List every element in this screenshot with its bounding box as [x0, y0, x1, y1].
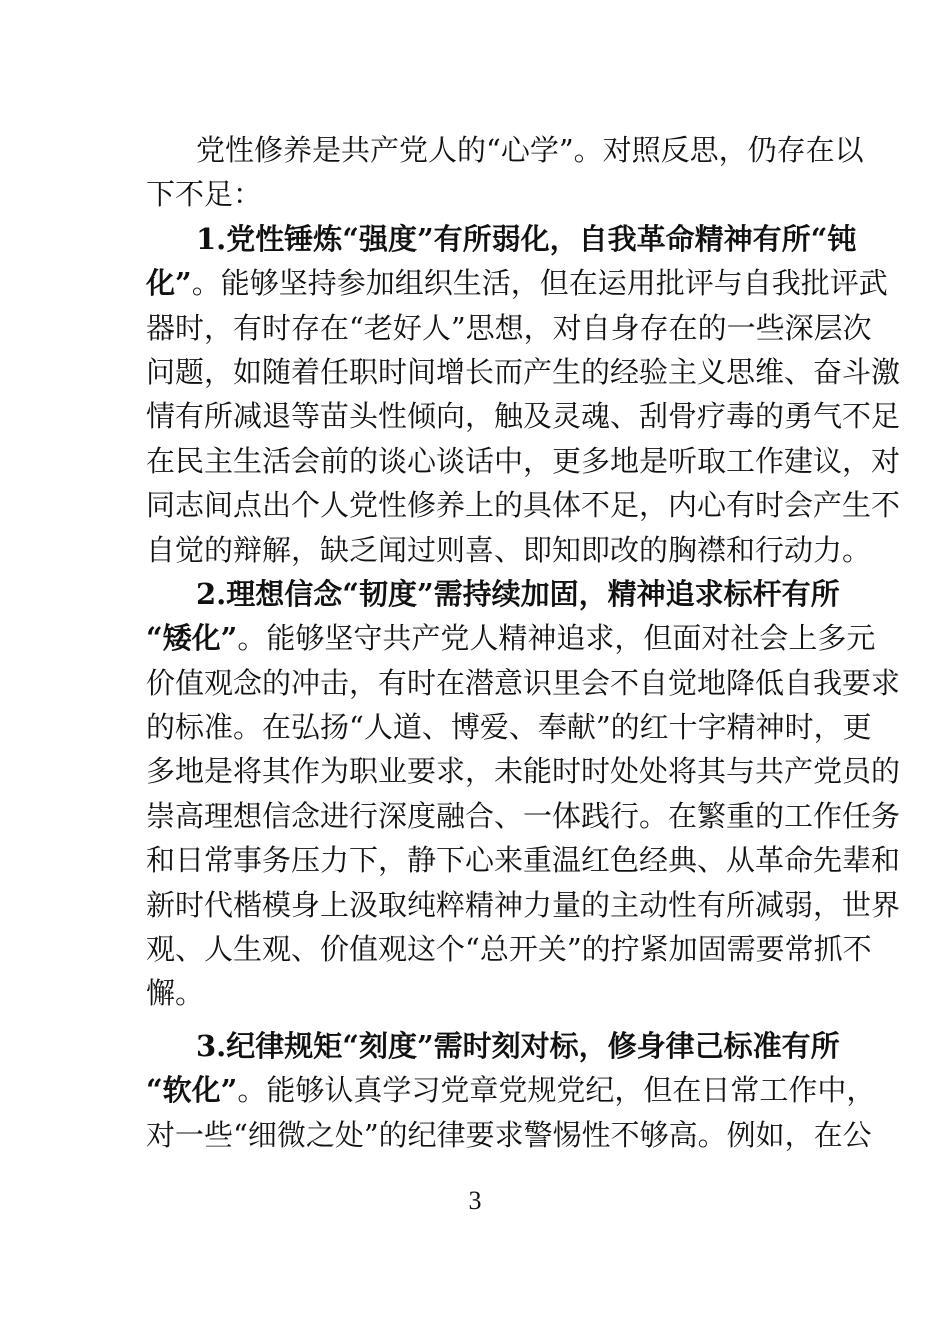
paragraph [146, 1024, 876, 1157]
body-text: 党性修养是共产党人的“心学”。对照反思，仍存在以 [196, 133, 864, 167]
text-line [146, 705, 872, 749]
text-line [146, 217, 857, 261]
text-line [146, 572, 840, 616]
text-line [146, 1068, 876, 1112]
text-line [146, 616, 876, 660]
body-text: 下不足： [146, 177, 263, 212]
text-line [146, 439, 901, 483]
body-text: 在民主生活会前的谈心谈话中，更多地是听取工作建议，对 [146, 443, 901, 478]
bold-heading-text: 1.党性锤炼“强度”有所弱化，自我革命精神有所“钝 [196, 221, 857, 256]
paragraph [146, 217, 901, 572]
body-text: 。能够认真学习党章党规党纪，但在日常工作中， [237, 1073, 876, 1108]
text-line [146, 1113, 872, 1157]
text-line [146, 927, 872, 971]
body-text: 器时，有时存在“老好人”思想，对自身存在的一些深层次 [146, 310, 872, 345]
body-text: 的标准。在弘扬“人道、博爱、奉献”的红十字精神时，更 [146, 710, 872, 745]
text-line [146, 1024, 840, 1068]
body-text: 同志间点出个人党性修养上的具体不足，内心有时会产生不 [146, 488, 901, 523]
text-line [146, 749, 901, 793]
text-line [146, 306, 872, 350]
body-text: 崇高理想信念进行深度融合、一体践行。在繁重的工作任务 [146, 798, 901, 833]
body-text: 。能够坚守共产党人精神追求，但面对社会上多元 [237, 621, 876, 656]
text-line [146, 483, 901, 527]
bold-heading-text: 2.理想信念“韧度”需持续加固，精神追求标杆有所 [196, 576, 840, 611]
text-line [146, 128, 864, 172]
body-text: 。能够坚持参加组织生活，但在运用批评与自我批评武 [191, 266, 888, 301]
bold-heading-text: “矮化” [146, 621, 238, 656]
bold-heading-text: 化” [146, 266, 192, 301]
body-text: 观、人生观、价值观这个“总开关”的拧紧加固需要常抓不 [146, 932, 872, 967]
bold-heading-text: “软化” [146, 1073, 238, 1108]
body-text: 懈。 [146, 976, 205, 1011]
text-line [146, 661, 901, 705]
body-text: 情有所减退等苗头性倾向，触及灵魂、刮骨疗毒的勇气不足 [146, 399, 901, 434]
body-text: 问题，如随着任职时间增长而产生的经验主义思维、奋斗激 [146, 354, 901, 389]
text-line [146, 794, 901, 838]
body-text: 自觉的辩解，缺乏闻过则喜、即知即改的胸襟和行动力。 [146, 532, 872, 567]
text-line [146, 172, 806, 216]
paragraph [146, 572, 901, 1016]
text-line [146, 971, 806, 1015]
text-line [146, 350, 901, 394]
bold-heading-text: 3.纪律规矩“刻度”需时刻对标，修身律己标准有所 [196, 1028, 840, 1063]
text-line [146, 528, 872, 572]
text-line [146, 261, 888, 305]
body-text: 对一些“细微之处”的纪律要求警惕性不够高。例如，在公 [146, 1117, 872, 1152]
paragraph [146, 128, 864, 217]
body-text: 多地是将其作为职业要求，未能时时处处将其与共产党员的 [146, 754, 901, 789]
page-number: 3 [468, 1186, 482, 1215]
document-body [146, 128, 901, 1157]
text-line [146, 883, 901, 927]
body-text: 价值观念的冲击，有时在潜意识里会不自觉地降低自我要求 [146, 665, 901, 700]
text-line [146, 394, 901, 438]
text-line [146, 838, 901, 882]
body-text: 新时代楷模身上汲取纯粹精神力量的主动性有所减弱，世界 [146, 887, 901, 922]
body-text: 和日常事务压力下，静下心来重温红色经典、从革命先辈和 [146, 843, 901, 878]
